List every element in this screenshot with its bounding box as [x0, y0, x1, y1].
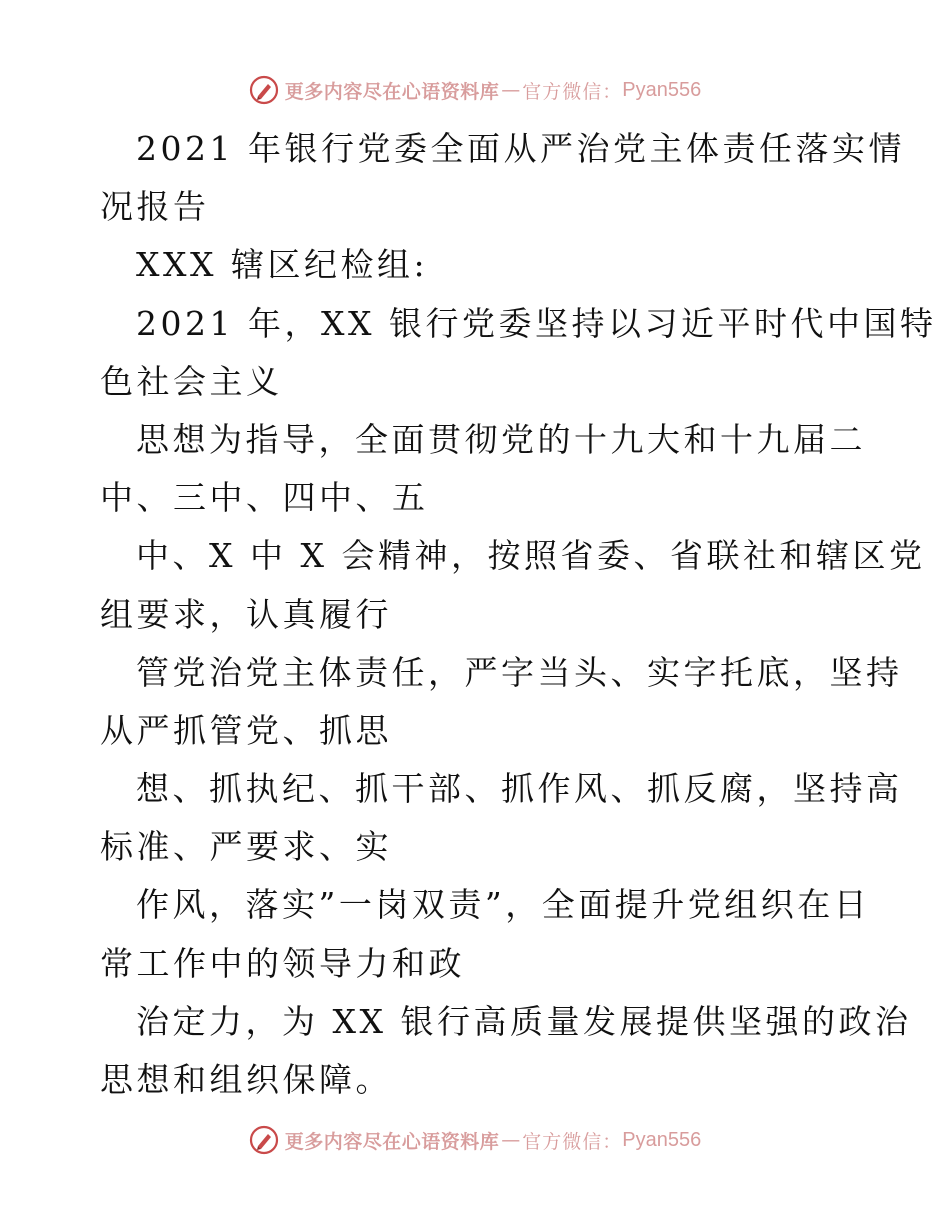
- watermark-main-text: 更多内容尽在心语资料库: [284, 80, 500, 103]
- text-line: 常工作中的领导力和政: [100, 943, 465, 983]
- text-line: 标准、严要求、实: [100, 827, 392, 867]
- header-watermark: [0, 70, 950, 110]
- pen-logo-icon: [249, 1125, 279, 1155]
- text-line: 作风，落实”一岗双责”，全面提升党组织在日: [136, 885, 871, 925]
- text-line: 治定力，为 XX 银行高质量发展提供坚强的政治: [136, 1001, 912, 1041]
- text-line: 况报告: [100, 187, 210, 227]
- text-line: 中、X 中 X 会精神，按照省委、省联社和辖区党: [136, 536, 926, 576]
- watermark-label: 官方微信：: [522, 80, 623, 103]
- watermark-id: Pyan556: [622, 78, 702, 101]
- watermark-label: 官方微信：: [522, 1130, 623, 1153]
- document-body: [100, 120, 937, 1109]
- text-line: 从严抓管党、抓思: [100, 710, 392, 750]
- text-line: 2021 年，XX 银行党委坚持以习近平时代中国特: [136, 303, 937, 343]
- watermark-dash: —: [501, 79, 521, 101]
- footer-watermark: [0, 1120, 950, 1160]
- text-line: 思想为指导，全面贯彻党的十九大和十九届二: [136, 419, 866, 459]
- watermark-id: Pyan556: [622, 1128, 702, 1151]
- text-line: 色社会主义: [100, 361, 283, 401]
- text-line: 管党治党主体责任，严字当头、实字托底，坚持: [136, 652, 903, 692]
- text-line: XXX 辖区纪检组:: [136, 245, 429, 285]
- text-line: 中、三中、四中、五: [100, 478, 429, 518]
- watermark-dash: —: [501, 1129, 521, 1151]
- text-line: 组要求，认真履行: [100, 594, 392, 634]
- text-line: 思想和组织保障。: [100, 1060, 392, 1099]
- text-line: 2021 年银行党委全面从严治党主体责任落实情: [136, 129, 905, 168]
- text-line: 想、抓执纪、抓干部、抓作风、抓反腐，坚持高: [136, 769, 903, 809]
- pen-logo-icon: [249, 75, 279, 105]
- watermark-main-text: 更多内容尽在心语资料库: [284, 1130, 500, 1153]
